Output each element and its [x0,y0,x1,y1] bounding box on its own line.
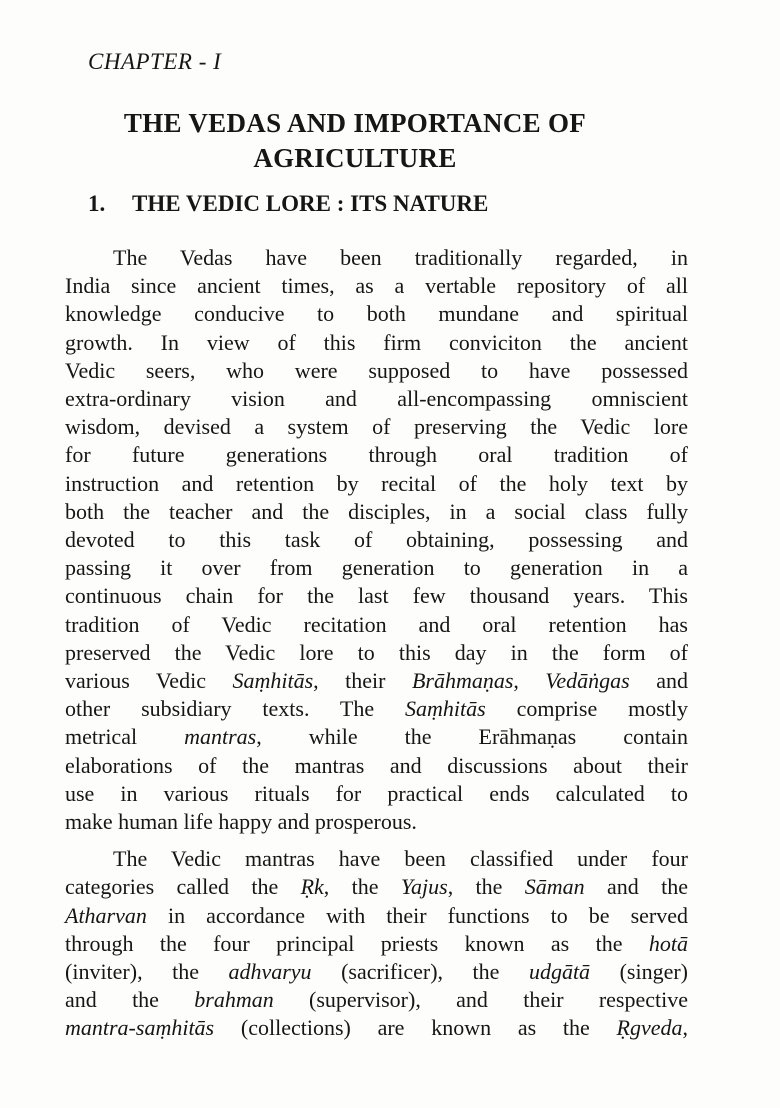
text-line: The Vedic mantras have been classified under four [113,846,688,872]
text-line: metrical mantras, while the Erāhmaṇas contain [65,724,688,750]
text-line: make human life happy and prosperous. [65,809,417,835]
text-line: for future generations through oral tradition of [65,442,688,468]
paragraph [65,244,688,836]
text-line: devoted to this task of obtaining, possessing and [65,527,688,553]
text-line: The Vedas have been traditionally regarded, in [113,245,688,270]
text-line: (inviter), the adhvaryu (sacrificer), the udgātā (singer) [65,959,688,985]
section-number: 1. [88,191,106,216]
text-line: other subsidiary texts. The Saṃhitās comprise mostly [65,696,688,722]
text-line: and the brahman (supervisor), and their respective [65,987,688,1013]
text-line: passing it over from generation to generation in a [65,555,688,581]
page-title [65,106,645,176]
section-title: THE VEDIC LORE : ITS NATURE [132,191,489,216]
text-line: through the four principal priests known as the hotā [65,930,688,956]
text-line: growth. In view of this firm conviciton the ancient [65,329,688,355]
chapter-label: CHAPTER - I [88,49,222,74]
page-title-line-2: AGRICULTURE [253,143,457,173]
paragraph [65,845,688,1042]
text-line: India since ancient times, as a vertable repository of all [65,273,688,299]
section-heading [88,191,488,217]
text-line: various Vedic Saṃhitās, their Brāhmaṇas, Vedāṅgas and [65,668,688,694]
text-line: preserved the Vedic lore to this day in the form of [65,639,688,665]
text-line: tradition of Vedic recitation and oral retention has [65,611,688,637]
text-line: Vedic seers, who were supposed to have possessed [65,357,688,383]
text-line: wisdom, devised a system of preserving the Vedic lore [65,414,688,440]
page-title-line-1: THE VEDAS AND IMPORTANCE OF [123,108,587,138]
text-line: knowledge conducive to both mundane and spiritual [65,301,688,327]
text-line: Atharvan in accordance with their functions to be served [65,902,688,928]
text-line: elaborations of the mantras and discussions about their [65,752,688,778]
text-line: extra-ordinary vision and all-encompassing omniscient [65,386,688,412]
text-line: mantra-saṃhitās (collections) are known as the Ṛgveda, [65,1015,688,1041]
text-line: continuous chain for the last few thousand years. This [65,583,688,609]
text-line: categories called the Ṛk, the Yajus, the Sāman and the [65,874,688,900]
text-line: use in various rituals for practical ends calculated to [65,780,688,806]
page-body [65,244,688,1043]
text-line: instruction and retention by recital of the holy text by [65,470,688,496]
text-line: both the teacher and the disciples, in a social class fully [65,498,688,524]
